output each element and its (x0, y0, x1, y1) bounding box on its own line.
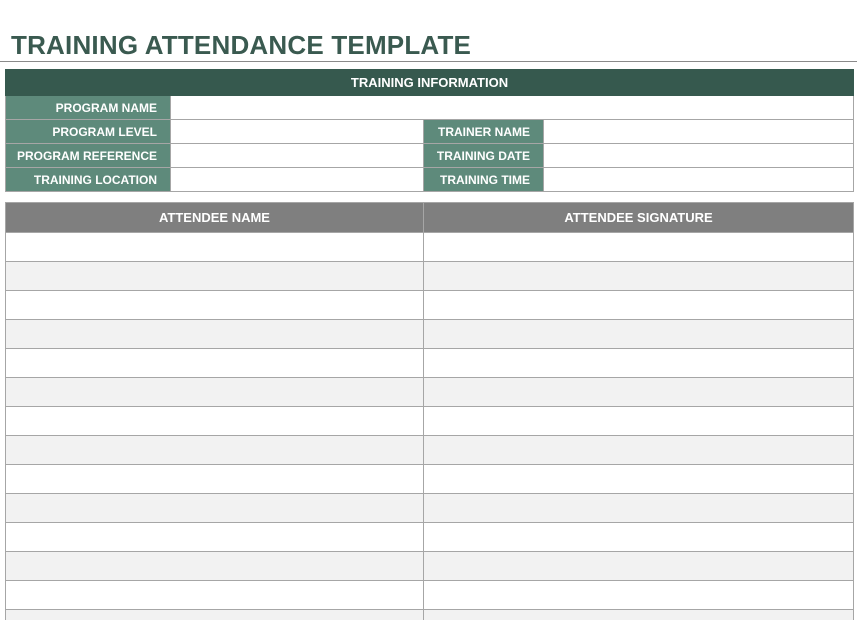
program-name-field[interactable] (171, 96, 854, 120)
attendee-table (5, 202, 854, 620)
attendee-name-cell[interactable] (6, 320, 424, 349)
attendee-signature-cell[interactable] (424, 262, 854, 291)
training-location-label: TRAINING LOCATION (6, 168, 171, 192)
attendee-signature-cell[interactable] (424, 523, 854, 552)
attendee-signature-cell[interactable] (424, 233, 854, 262)
attendee-signature-cell[interactable] (424, 436, 854, 465)
attendee-signature-cell[interactable] (424, 320, 854, 349)
training-date-field[interactable] (544, 144, 854, 168)
attendee-name-cell[interactable] (6, 291, 424, 320)
attendee-row (6, 552, 854, 581)
training-location-field[interactable] (171, 168, 424, 192)
attendee-row (6, 523, 854, 552)
attendee-name-cell[interactable] (6, 465, 424, 494)
attendee-row (6, 233, 854, 262)
attendee-name-column-header: ATTENDEE NAME (6, 203, 424, 233)
attendee-name-cell[interactable] (6, 494, 424, 523)
attendee-name-cell[interactable] (6, 378, 424, 407)
program-level-field[interactable] (171, 120, 424, 144)
title-divider (0, 61, 857, 62)
trainer-name-field[interactable] (544, 120, 854, 144)
program-level-label: PROGRAM LEVEL (6, 120, 171, 144)
attendee-name-cell[interactable] (6, 436, 424, 465)
attendee-row (6, 465, 854, 494)
attendee-row (6, 291, 854, 320)
program-name-label: PROGRAM NAME (6, 96, 171, 120)
training-date-label: TRAINING DATE (424, 144, 544, 168)
attendee-name-cell[interactable] (6, 610, 424, 620)
attendee-name-cell[interactable] (6, 262, 424, 291)
attendee-name-cell[interactable] (6, 349, 424, 378)
program-reference-field[interactable] (171, 144, 424, 168)
attendee-name-cell[interactable] (6, 581, 424, 610)
attendee-rows (6, 233, 854, 620)
attendee-row (6, 436, 854, 465)
attendee-signature-cell[interactable] (424, 349, 854, 378)
attendee-name-cell[interactable] (6, 552, 424, 581)
attendee-signature-cell[interactable] (424, 610, 854, 620)
attendee-row (6, 349, 854, 378)
attendee-signature-cell[interactable] (424, 378, 854, 407)
attendee-row (6, 320, 854, 349)
attendee-name-cell[interactable] (6, 233, 424, 262)
attendee-signature-cell[interactable] (424, 581, 854, 610)
attendee-signature-cell[interactable] (424, 291, 854, 320)
attendee-signature-cell[interactable] (424, 465, 854, 494)
attendee-signature-cell[interactable] (424, 494, 854, 523)
attendee-row (6, 262, 854, 291)
program-reference-label: PROGRAM REFERENCE (6, 144, 171, 168)
attendee-row (6, 378, 854, 407)
attendee-row (6, 407, 854, 436)
attendee-row (6, 581, 854, 610)
trainer-name-label: TRAINER NAME (424, 120, 544, 144)
training-time-field[interactable] (544, 168, 854, 192)
training-information-table (5, 69, 854, 192)
attendee-signature-column-header: ATTENDEE SIGNATURE (424, 203, 854, 233)
attendee-row (6, 494, 854, 523)
attendee-name-cell[interactable] (6, 523, 424, 552)
attendee-signature-cell[interactable] (424, 552, 854, 581)
training-information-header: TRAINING INFORMATION (6, 70, 854, 96)
attendee-row (6, 610, 854, 620)
page-title: TRAINING ATTENDANCE TEMPLATE (11, 30, 472, 60)
attendee-signature-cell[interactable] (424, 407, 854, 436)
attendee-name-cell[interactable] (6, 407, 424, 436)
training-time-label: TRAINING TIME (424, 168, 544, 192)
